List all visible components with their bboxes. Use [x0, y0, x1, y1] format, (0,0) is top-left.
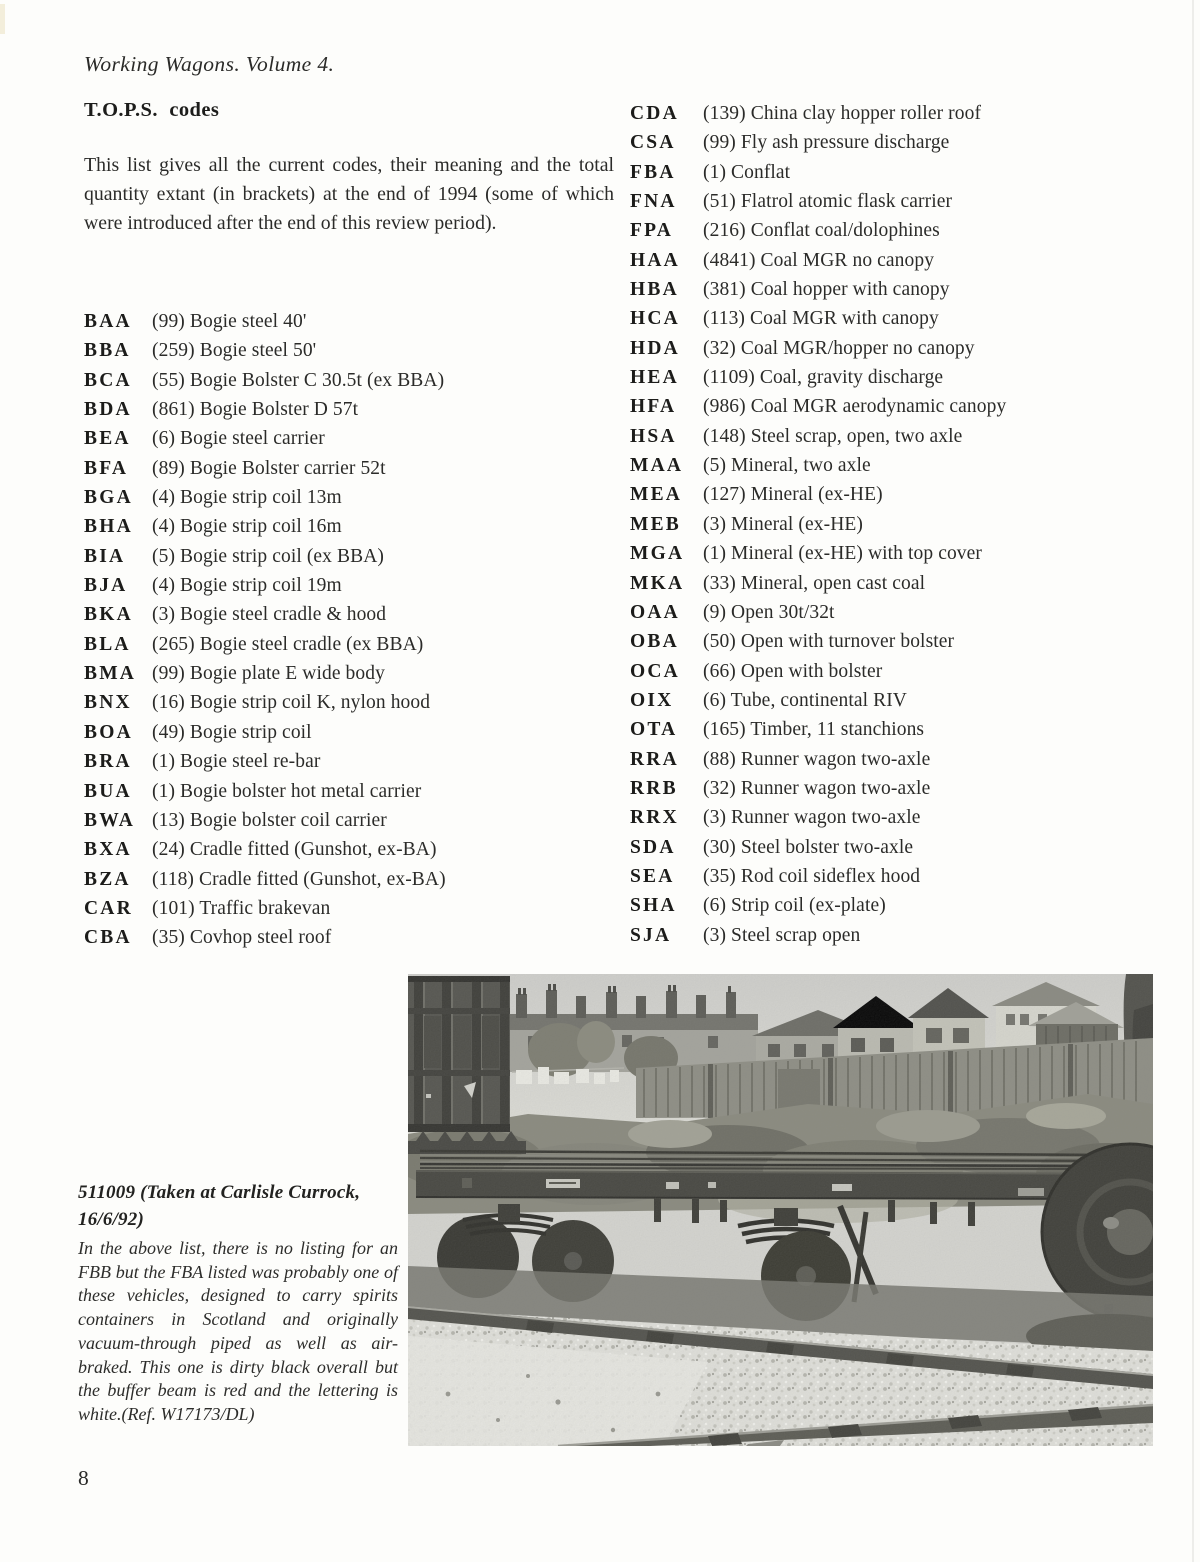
code-row	[84, 810, 446, 839]
tops-code-description: (6) Tube, continental RIV	[703, 689, 907, 711]
code-row	[84, 575, 446, 604]
code-row	[630, 837, 1006, 866]
code-row	[630, 308, 1006, 337]
tops-code-description: (66) Open with bolster	[703, 660, 883, 682]
tops-code-description: (4841) Coal MGR no canopy	[703, 249, 935, 271]
photo-caption	[78, 1180, 398, 1427]
tops-code-description: (9) Open 30t/32t	[703, 601, 835, 623]
tops-code: BJA	[84, 575, 128, 597]
tops-code: CDA	[630, 103, 679, 124]
tops-code-description: (5) Mineral, two axle	[703, 455, 871, 477]
code-row	[84, 546, 446, 575]
code-row	[630, 690, 1006, 719]
tops-code: MGA	[630, 543, 685, 565]
tops-code: BAA	[84, 311, 132, 332]
tops-code-list-left	[84, 311, 446, 957]
tops-code-description: (861) Bogie Bolster D 57t	[152, 399, 359, 421]
code-row	[630, 103, 1006, 132]
tops-code: CBA	[84, 927, 132, 949]
book-title: Working Wagons. Volume 4.	[84, 52, 335, 76]
tops-code-description: (49) Bogie strip coil	[152, 721, 312, 743]
tops-code: BHA	[84, 516, 133, 538]
tops-code-description: (1) Mineral (ex-HE) with top cover	[703, 543, 983, 565]
tops-code: OBA	[630, 631, 679, 653]
tops-code: SEA	[630, 865, 675, 887]
code-row	[84, 516, 446, 545]
code-row	[630, 573, 1006, 602]
tops-code-description: (3) Steel scrap open	[703, 924, 861, 946]
tops-code: BGA	[84, 487, 133, 509]
tops-code-description: (35) Rod coil sideflex hood	[703, 865, 921, 887]
tops-code: HFA	[630, 396, 677, 418]
tops-code: OTA	[630, 719, 678, 741]
tops-code-description: (33) Mineral, open cast coal	[703, 572, 926, 594]
tops-code-description: (265) Bogie steel cradle (ex BBA)	[152, 633, 424, 655]
tops-code: RRB	[630, 777, 678, 799]
tops-code-description: (3) Mineral (ex-HE)	[703, 513, 863, 535]
code-row	[630, 191, 1006, 220]
tops-code-description: (127) Mineral (ex-HE)	[703, 484, 883, 506]
tops-code-description: (3) Bogie steel cradle & hood	[152, 604, 387, 626]
tops-code: SHA	[630, 895, 677, 917]
code-row	[84, 428, 446, 457]
code-row	[630, 426, 1006, 455]
photo-caption-body: In the above list, there is no listing for an FBB but the FBA listed was probably one of these vehicles, designed to carry spirits containers in Scotland and originally vacuum-through piped as well as air-braked. This one is dirty black overall but the buffer beam is red and the lettering is white.(Ref. W17173/DL)	[78, 1238, 398, 1424]
tops-code-description: (113) Coal MGR with canopy	[703, 308, 939, 330]
code-row	[84, 692, 446, 721]
code-row	[84, 839, 446, 868]
code-row	[630, 484, 1006, 513]
code-row	[84, 898, 446, 927]
code-row	[630, 220, 1006, 249]
tops-code-description: (24) Cradle fitted (Gunshot, ex-BA)	[152, 839, 437, 861]
code-row	[84, 487, 446, 516]
code-row	[84, 311, 446, 340]
tops-code: CSA	[630, 132, 676, 154]
tops-code: SDA	[630, 836, 676, 858]
code-row	[84, 399, 446, 428]
code-row	[630, 602, 1006, 631]
tops-code-description: (148) Steel scrap, open, two axle	[703, 425, 963, 447]
code-row	[84, 869, 446, 898]
code-row	[84, 927, 446, 956]
tops-code-description: (4) Bogie strip coil 19m	[152, 575, 342, 597]
page-number: 8	[78, 1466, 89, 1490]
scan-corner-mark	[0, 4, 5, 34]
code-row	[630, 807, 1006, 836]
code-row	[630, 250, 1006, 279]
tops-code: HSA	[630, 425, 677, 447]
tops-code-description: (30) Steel bolster two-axle	[703, 836, 914, 858]
tops-code: BRA	[84, 751, 132, 773]
tops-code: HEA	[630, 367, 679, 389]
tops-code-list-right	[630, 103, 1006, 954]
tops-code: BLA	[84, 633, 131, 655]
tops-code-description: (51) Flatrol atomic flask carrier	[703, 191, 953, 213]
tops-code-description: (216) Conflat coal/dolophines	[703, 220, 940, 242]
tops-code: BUA	[84, 780, 132, 802]
tops-code: OAA	[630, 601, 680, 623]
tops-code: BFA	[84, 457, 129, 479]
tops-code-description: (6) Bogie steel carrier	[152, 428, 325, 450]
tops-code-description: (1) Conflat	[703, 161, 791, 183]
tops-code-description: (13) Bogie bolster coil carrier	[152, 809, 387, 831]
code-row	[630, 514, 1006, 543]
tops-code-description: (32) Coal MGR/hopper no canopy	[703, 337, 975, 359]
intro-paragraph: This list gives all the current codes, their meaning and the total quantity extant (in brackets) at the end of 1994 (some of which were introduced after the end of this review period).	[84, 154, 614, 234]
tops-code: RRA	[630, 748, 679, 770]
tops-code-description: (1) Bogie steel re-bar	[152, 751, 321, 773]
tops-code: MEB	[630, 513, 682, 535]
code-row	[84, 458, 446, 487]
tops-code: BCA	[84, 369, 132, 391]
tops-code-description: (4) Bogie strip coil 16m	[152, 516, 342, 538]
tops-code: BMA	[84, 663, 137, 685]
tops-code: HDA	[630, 337, 680, 359]
tops-code: HCA	[630, 308, 680, 330]
tops-code: CAR	[84, 897, 133, 919]
tops-code: BDA	[84, 399, 132, 421]
tops-code-description: (99) Bogie plate E wide body	[152, 663, 385, 685]
tops-code-description: (1) Bogie bolster hot metal carrier	[152, 780, 422, 802]
tops-code: HBA	[630, 279, 679, 301]
tops-code-description: (118) Cradle fitted (Gunshot, ex-BA)	[152, 868, 446, 890]
tops-code-description: (259) Bogie steel 50'	[152, 340, 317, 362]
code-row	[630, 895, 1006, 924]
tops-code-description: (986) Coal MGR aerodynamic canopy	[703, 396, 1007, 418]
tops-code: FBA	[630, 161, 676, 183]
scan-page-edge	[1192, 0, 1194, 1562]
code-row	[84, 370, 446, 399]
code-row	[630, 279, 1006, 308]
tops-code: RRX	[630, 807, 679, 829]
tops-code-description: (99) Fly ash pressure discharge	[703, 132, 950, 154]
tops-code: SJA	[630, 924, 672, 946]
code-row	[630, 866, 1006, 895]
tops-code: MEA	[630, 484, 683, 506]
code-row	[630, 661, 1006, 690]
tops-code-description: (1109) Coal, gravity discharge	[703, 367, 944, 389]
code-row	[630, 631, 1006, 660]
tops-code: FPA	[630, 220, 674, 242]
tops-code: FNA	[630, 191, 677, 213]
code-row	[630, 367, 1006, 396]
tops-code-description: (16) Bogie strip coil K, nylon hood	[152, 692, 431, 714]
code-row	[630, 778, 1006, 807]
wagon-photo	[408, 974, 1153, 1446]
tops-code-description: (5) Bogie strip coil (ex BBA)	[152, 545, 384, 567]
photo-caption-title: 511009 (Taken at Carlisle Currock, 16/6/92)	[78, 1182, 361, 1230]
code-row	[84, 781, 446, 810]
tops-code-description: (3) Runner wagon two-axle	[703, 807, 921, 829]
tops-code-description: (32) Runner wagon two-axle	[703, 777, 931, 799]
tops-code: MKA	[630, 572, 685, 594]
tops-code: HAA	[630, 249, 680, 271]
tops-code: BWA	[84, 809, 136, 831]
tops-code: BZA	[84, 868, 131, 890]
tops-code: BNX	[84, 692, 132, 714]
section-title: T.O.P.S. codes	[84, 99, 220, 121]
code-row	[630, 396, 1006, 425]
code-row	[630, 719, 1006, 748]
code-row	[630, 338, 1006, 367]
tops-code: MAA	[630, 455, 684, 477]
tops-code: BOA	[84, 721, 133, 743]
tops-code-description: (88) Runner wagon two-axle	[703, 748, 931, 770]
tops-code-description: (165) Timber, 11 stanchions	[703, 719, 925, 741]
tops-code-description: (381) Coal hopper with canopy	[703, 279, 950, 301]
tops-code: BKA	[84, 604, 133, 626]
code-row	[630, 455, 1006, 484]
code-row	[84, 634, 446, 663]
code-row	[84, 663, 446, 692]
wagon-photo-illustration	[408, 974, 1153, 1446]
tops-code: BIA	[84, 545, 126, 567]
tops-code-description: (6) Strip coil (ex-plate)	[703, 895, 886, 917]
tops-code-description: (99) Bogie steel 40'	[152, 311, 307, 332]
tops-code: OIX	[630, 689, 674, 711]
code-row	[630, 132, 1006, 161]
tops-code-description: (50) Open with turnover bolster	[703, 631, 955, 653]
code-row	[84, 340, 446, 369]
code-row	[630, 749, 1006, 778]
tops-code-description: (101) Traffic brakevan	[152, 897, 331, 919]
code-row	[84, 604, 446, 633]
tops-code-description: (35) Covhop steel roof	[152, 927, 332, 949]
tops-code-description: (89) Bogie Bolster carrier 52t	[152, 457, 386, 479]
code-row	[84, 722, 446, 751]
tops-code: BEA	[84, 428, 131, 450]
tops-code: BXA	[84, 839, 132, 861]
tops-code-description: (55) Bogie Bolster C 30.5t (ex BBA)	[152, 369, 445, 391]
tops-code-description: (4) Bogie strip coil 13m	[152, 487, 342, 509]
tops-code: OCA	[630, 660, 680, 682]
code-row	[630, 543, 1006, 572]
code-row	[630, 162, 1006, 191]
tops-code-description: (139) China clay hopper roller roof	[703, 103, 982, 124]
code-row	[630, 925, 1006, 954]
tops-code: BBA	[84, 340, 131, 362]
code-row	[84, 751, 446, 780]
